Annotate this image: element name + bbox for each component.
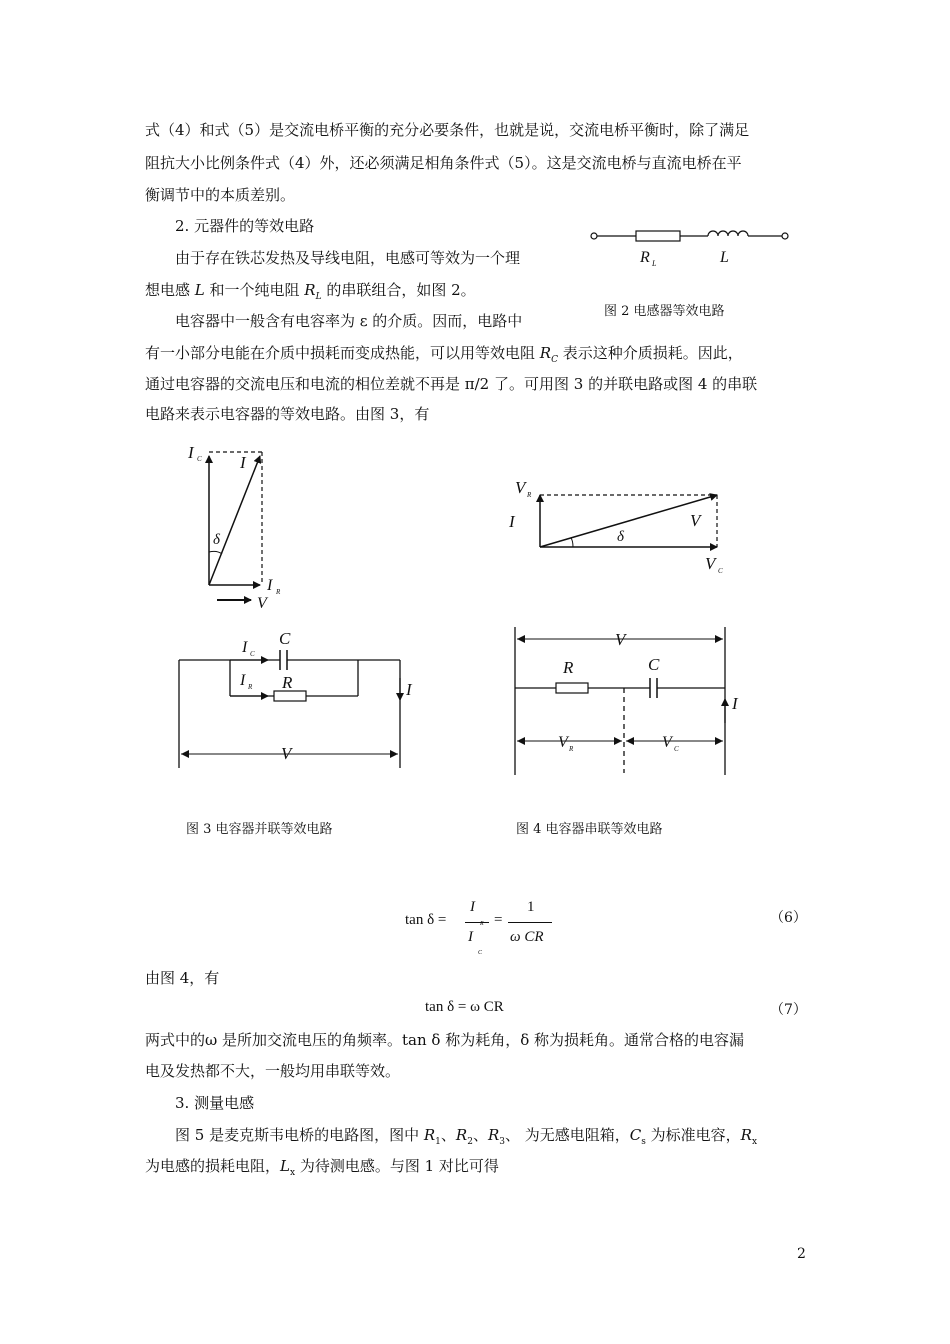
eq6-lhs: tan δ = — [405, 912, 447, 928]
label-IR: I — [240, 672, 246, 689]
section-heading: 3. 测量电感 — [175, 1094, 255, 1112]
resistor-symbol — [274, 691, 306, 701]
fig3-phasor-diagram — [185, 440, 305, 610]
eq7: tan δ = ω CR — [425, 999, 504, 1015]
eq6-numerator: I — [470, 899, 475, 915]
label-I: I — [406, 680, 412, 699]
resistor-symbol — [636, 231, 680, 241]
label-I: I — [240, 453, 246, 472]
paragraph-line: 由图 4，有 — [145, 969, 220, 987]
label-V: V — [257, 595, 267, 612]
label-VR: V — [558, 734, 568, 751]
label-V: V — [281, 744, 292, 763]
paragraph-line: 为电感的损耗电阻，$L_x$ 为待测电感。与图 1 对比可得 — [145, 1157, 499, 1178]
label-Vc: V — [662, 734, 672, 751]
label-V: V — [615, 630, 626, 649]
fig2-inductor-circuit — [588, 222, 798, 272]
label-V: V — [690, 511, 701, 530]
label-R: R — [563, 658, 574, 677]
paragraph-line: 阻抗大小比例条件式（4）外，还必须满足相角条件式（5）。这是交流电桥与直流电桥在平 — [145, 154, 742, 172]
label-IR-sub: R — [276, 588, 281, 596]
label-Vc-sub: C — [674, 745, 679, 753]
label-I: I — [732, 694, 738, 713]
fig3-caption: 图 3 电容器并联等效电路 — [186, 822, 333, 837]
label-R-sub: L — [652, 259, 657, 268]
fig4-caption: 图 4 电容器串联等效电路 — [516, 822, 663, 837]
page-number: 2 — [797, 1246, 806, 1262]
fig4-phasor-diagram — [505, 475, 735, 575]
paragraph-line: 想电感 L 和一个纯电阻 $R_L$ 的串联组合，如图 2。 — [145, 281, 476, 302]
inductor-symbol — [708, 231, 748, 236]
fig4-series-circuit — [510, 623, 740, 778]
label-Ic-sub: C — [197, 455, 202, 463]
label-VR-sub: R — [569, 745, 574, 753]
label-R: R — [282, 673, 293, 692]
label-delta: δ — [617, 529, 624, 545]
paragraph-line: 电及发热都不大，一般均用串联等效。 — [145, 1062, 401, 1080]
label-VR: V — [515, 478, 526, 497]
label-IR-sub: R — [248, 683, 253, 691]
eq7-number: （7） — [770, 1002, 807, 1018]
eq6-fraction-bar — [508, 922, 552, 923]
fig3-parallel-circuit — [170, 628, 410, 773]
eq6-right-numerator: 1 — [527, 899, 535, 915]
label-Vc: V — [705, 554, 716, 573]
label-Vc-sub: C — [718, 567, 723, 575]
paragraph-line: 由于存在铁芯发热及导线电阻，电感可等效为一个理 — [175, 249, 521, 267]
label-VR-sub: R — [527, 491, 532, 499]
label-Ic: I — [242, 639, 248, 656]
paragraph-line: 衡调节中的本质差别。 — [145, 186, 296, 204]
eq6-fraction-bar — [465, 922, 489, 923]
label-IR: I — [267, 577, 273, 594]
eq6-denominator: I — [468, 929, 473, 945]
label-R: R — [640, 249, 650, 266]
label-C: C — [648, 655, 660, 674]
paragraph-line: 图 5 是麦克斯韦电桥的电路图，图中 $R_1$、$R_2$、$R_3$、 为无感电阻箱，$C_s$ 为标准电容，$R_x$ — [175, 1126, 758, 1147]
fig2-caption: 图 2 电感器等效电路 — [604, 304, 725, 319]
label-Ic-sub: C — [250, 650, 255, 658]
label-L: L — [720, 249, 729, 266]
section-heading: 2. 元器件的等效电路 — [175, 217, 315, 235]
paragraph-line: 式（4）和式（5）是交流电桥平衡的充分必要条件，也就是说，交流电桥平衡时，除了满足 — [145, 121, 750, 139]
resistor-symbol — [556, 683, 588, 693]
paragraph-line: 电容器中一般含有电容率为 ε 的介质。因而，电路中 — [175, 312, 523, 330]
label-C: C — [279, 629, 291, 648]
paragraph-line: 有一小部分电能在介质中损耗而变成热能，可以用等效电阻 $R_C$ 表示这种介质损耗。因此， — [145, 344, 743, 365]
eq6-numerator-sub: R — [480, 921, 484, 927]
label-delta: δ — [213, 532, 220, 548]
eq6-denominator-sub: C — [478, 950, 483, 956]
eq6-right-denominator: ω CR — [510, 929, 544, 945]
eq6-equals: = — [494, 912, 503, 928]
label-Ic: I — [188, 443, 194, 462]
eq6-number: （6） — [770, 910, 807, 926]
label-I: I — [509, 512, 515, 531]
paragraph-line: 两式中的ω 是所加交流电压的角频率。tan δ 称为耗角，δ 称为损耗角。通常合格的电容漏 — [145, 1031, 745, 1049]
paragraph-line: 通过电容器的交流电压和电流的相位差就不再是 π/2 了。可用图 3 的并联电路或图 4 的串联 — [145, 375, 758, 393]
paragraph-line: 电路来表示电容器的等效电路。由图 3，有 — [145, 405, 430, 423]
